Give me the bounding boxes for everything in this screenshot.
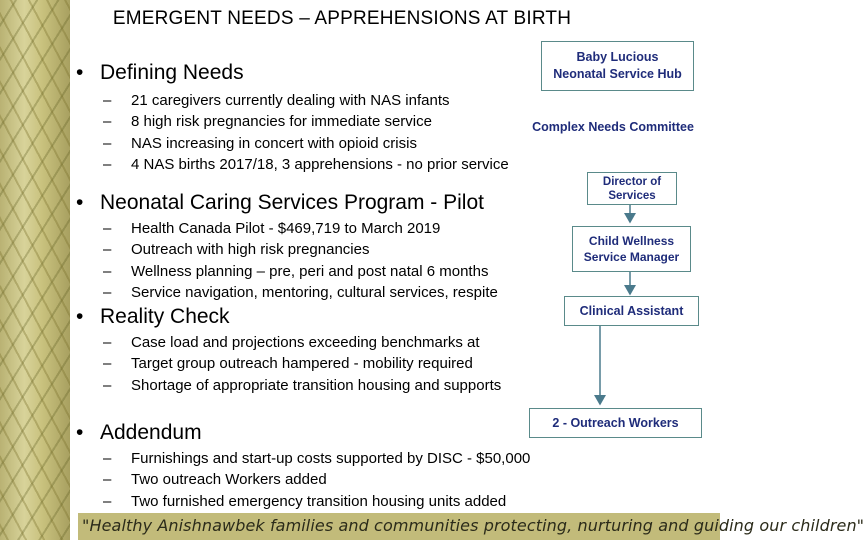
complex-needs-committee-label: Complex Needs Committee <box>532 120 694 134</box>
pilot-heading: • Neonatal Caring Services Program - Pilot <box>76 191 484 214</box>
outreach-workers-box: 2 - Outreach Workers <box>529 408 702 438</box>
list-item: – Service navigation, mentoring, cultural services, respite <box>103 283 498 301</box>
reality-check-heading: • Reality Check <box>76 305 230 328</box>
list-item: – 21 caregivers currently dealing with NAS infants <box>103 92 450 109</box>
list-item: – NAS increasing in concert with opioid crisis <box>103 134 417 152</box>
list-item: – Furnishings and start-up costs supported by DISC - $50,000 <box>103 450 531 467</box>
braided-sweetgrass-border <box>0 0 70 540</box>
footer-motto-band <box>78 513 864 540</box>
addendum-list <box>103 448 530 512</box>
bullet-icon: • <box>76 421 84 444</box>
manager-box: Child Wellness Service Manager <box>572 226 691 272</box>
bullet-icon: • <box>76 191 84 214</box>
defining-needs-heading: • Defining Needs <box>76 61 244 84</box>
clinical-assistant-box: Clinical Assistant <box>564 296 699 326</box>
list-item: – 8 high risk pregnancies for immediate service <box>103 113 432 131</box>
list-item: – Wellness planning – pre, peri and post natal 6 months <box>103 262 489 280</box>
bullet-icon: • <box>76 61 84 84</box>
addendum-heading: • Addendum <box>76 421 202 444</box>
bullet-icon: • <box>76 305 84 328</box>
list-item: – Health Canada Pilot - $469,719 to March 2019 <box>103 220 441 237</box>
footer-motto: "Healthy Anishnawbek families and communities protecting, nurturing and guiding our children" <box>82 516 864 535</box>
hub-box: Baby Lucious Neonatal Service Hub <box>541 41 694 91</box>
list-item: – Target group outreach hampered - mobility required <box>103 355 473 373</box>
list-item: – 4 NAS births 2017/18, 3 apprehensions - no prior service <box>103 155 509 173</box>
list-item: – Shortage of appropriate transition housing and supports <box>103 376 502 394</box>
list-item: – Outreach with high risk pregnancies <box>103 241 370 259</box>
slide-title: EMERGENT NEEDS – APPREHENSIONS AT BIRTH <box>112 8 572 29</box>
pilot-list <box>103 218 498 303</box>
reality-check-list <box>103 332 501 396</box>
defining-needs-list <box>103 90 509 175</box>
director-box: Director of Services <box>587 172 677 205</box>
list-item: – Two furnished emergency transition housing units added <box>103 492 507 510</box>
list-item: – Two outreach Workers added <box>103 471 327 489</box>
list-item: – Case load and projections exceeding benchmarks at <box>103 334 480 351</box>
